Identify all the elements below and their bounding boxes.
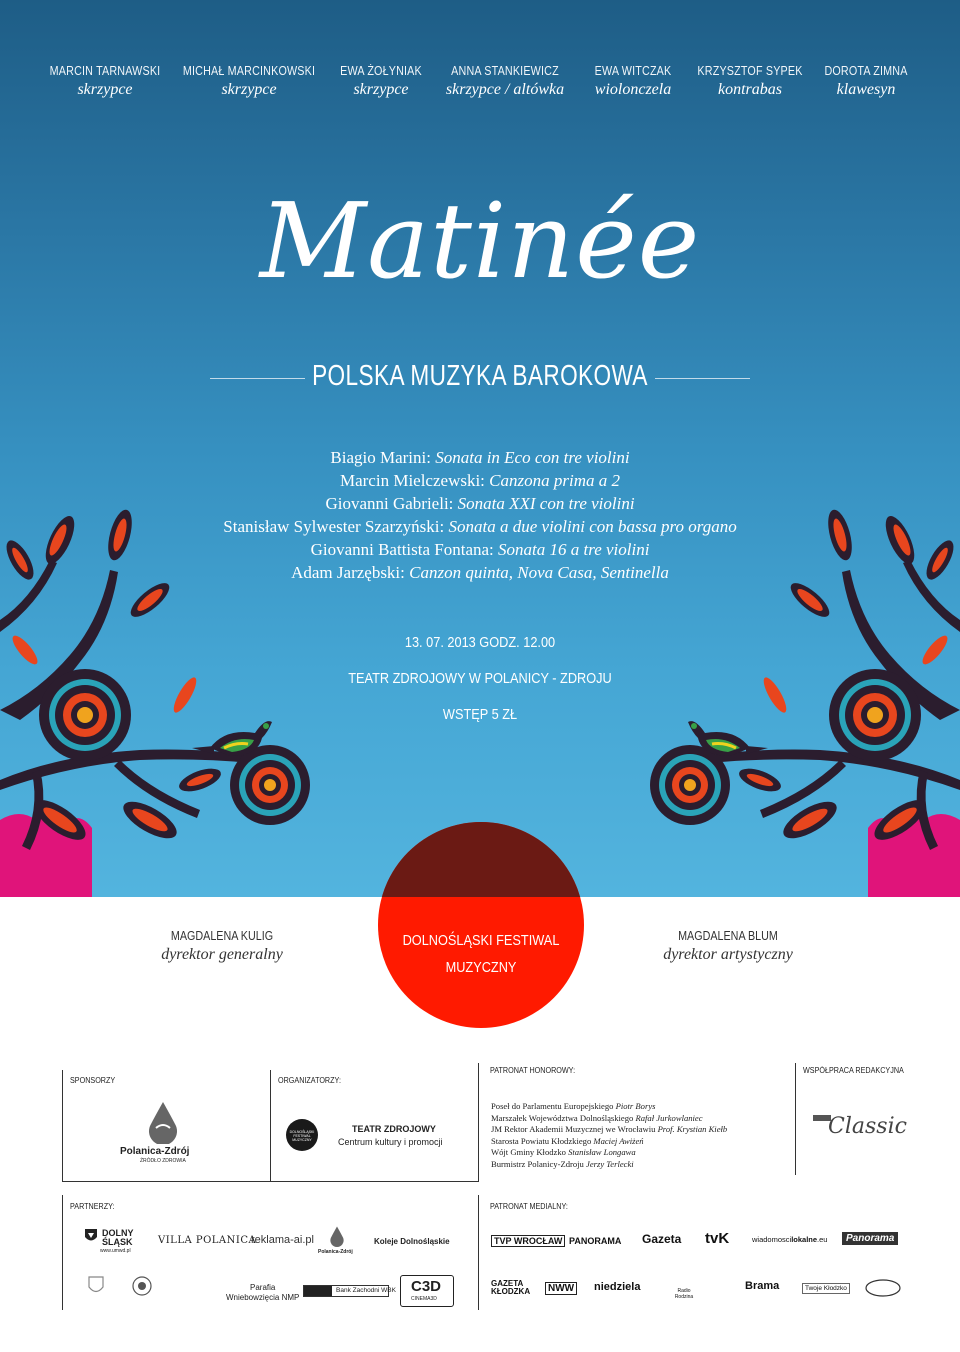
wiadomosci-part: wiadomosci bbox=[752, 1235, 792, 1244]
wiadomosci-part: lokalne bbox=[791, 1235, 818, 1244]
parafia-line: Parafia bbox=[250, 1283, 276, 1292]
performer-instrument: kontrabas bbox=[718, 81, 782, 98]
patron-person: Maciej Awiżeń bbox=[593, 1135, 644, 1146]
event-datetime: 13. 07. 2013 GODZ. 12.00 bbox=[404, 634, 556, 651]
director bbox=[161, 929, 283, 964]
divider bbox=[270, 1070, 271, 1182]
parafia-logo bbox=[226, 1283, 299, 1303]
performer bbox=[689, 64, 811, 99]
parafia-line: Wniebowzięcia NMP bbox=[226, 1293, 300, 1302]
work-title: Sonata in Eco con tre violini bbox=[435, 448, 630, 467]
cinema3d-logo bbox=[400, 1275, 454, 1307]
subtitle-row bbox=[0, 358, 960, 398]
patron-person: Jerzy Terlecki bbox=[586, 1158, 634, 1169]
program-item bbox=[0, 469, 960, 492]
patron-role: Wójt Gminy Kłodzko bbox=[491, 1147, 566, 1158]
bank-logo-mark bbox=[304, 1286, 332, 1296]
folk-tree-left bbox=[0, 490, 330, 897]
festival-name bbox=[393, 927, 568, 981]
brama-logo: Brama bbox=[745, 1280, 780, 1292]
bank-logo bbox=[303, 1285, 396, 1297]
performer-name: MICHAŁ MARCINKOWSKI bbox=[182, 64, 316, 78]
patron-line bbox=[491, 1113, 727, 1125]
gazeta-klodzka-line: KŁODZKA bbox=[491, 1287, 531, 1296]
bank-logo-text: Bank Zachodni WBK bbox=[336, 1287, 396, 1294]
composer: Giovanni Battista Fontana: bbox=[310, 540, 494, 559]
performer-name: KRZYSZTOF SYPEK bbox=[697, 64, 803, 78]
section-label-sponsors: SPONSORZY bbox=[70, 1076, 116, 1085]
performer-name: DOROTA ZIMNA bbox=[824, 64, 908, 78]
performer bbox=[41, 64, 170, 99]
dolny-slask-url: www.umwd.pl bbox=[100, 1248, 131, 1254]
section-label-media: PATRONAT MEDIALNY: bbox=[490, 1202, 568, 1211]
composer: Biagio Marini: bbox=[330, 448, 431, 467]
festival-circle bbox=[378, 822, 584, 1028]
divider bbox=[795, 1063, 796, 1175]
patron-person: Piotr Borys bbox=[615, 1101, 656, 1111]
panorama-tv-logo: Panorama bbox=[842, 1232, 898, 1245]
work-title: Canzon quinta, Nova Casa, Sentinella bbox=[409, 563, 669, 582]
patron-person: Stanisław Longawa bbox=[568, 1147, 636, 1158]
patron-role: Marszałek Województwa Dolnośląskiego bbox=[491, 1112, 634, 1123]
drop-logo-icon bbox=[328, 1225, 346, 1247]
festival-circle-shadow bbox=[378, 822, 584, 897]
composer: Adam Jarzębski: bbox=[291, 563, 405, 582]
polanica-small-logo: Polanica-Zdrój bbox=[318, 1249, 353, 1255]
editorial-logo: Classic bbox=[828, 1114, 907, 1139]
tvk-logo: tvK bbox=[705, 1230, 730, 1247]
festival-badge-logo bbox=[286, 1119, 318, 1151]
performer-name: ANNA STANKIEWICZ bbox=[451, 64, 559, 78]
performer bbox=[818, 64, 915, 99]
performer-instrument: klawesyn bbox=[836, 81, 896, 98]
composer: Marcin Mielczewski: bbox=[339, 471, 485, 490]
patron-line bbox=[491, 1124, 727, 1136]
patron-role: Poseł do Parlamentu Europejskiego bbox=[491, 1101, 614, 1111]
wiadomosci-part: .eu bbox=[817, 1235, 828, 1244]
patron-line bbox=[491, 1159, 727, 1171]
organizer-sub: Centrum kultury i promocji bbox=[338, 1137, 443, 1147]
gazeta-klodzka-line: GAZETA bbox=[491, 1279, 524, 1288]
festival-line: MUZYCZNY bbox=[445, 959, 517, 976]
performer-instrument: wiolonczela bbox=[594, 81, 672, 98]
director-name: MAGDALENA BLUM bbox=[678, 929, 778, 943]
performer-instrument: skrzypce bbox=[353, 81, 409, 98]
dolny-slask-logo: DOLNY ŚLĄSK bbox=[102, 1228, 134, 1247]
sponsor-logo-name: Polanica-Zdrój bbox=[120, 1146, 190, 1157]
work-title: Sonata 16 a tre violini bbox=[498, 540, 650, 559]
patron-role: JM Rektor Akademii Muzycznej we Wrocławiu bbox=[491, 1124, 656, 1135]
composer: Giovanni Gabrieli: bbox=[325, 494, 454, 513]
performer-name: EWA WITCZAK bbox=[594, 64, 672, 78]
folk-tree-right bbox=[630, 490, 960, 897]
wiadomosci-logo bbox=[752, 1235, 827, 1244]
divider bbox=[62, 1181, 478, 1182]
patron-role: Starosta Powiatu Kłodzkiego bbox=[491, 1135, 592, 1146]
work-title: Canzona prima a 2 bbox=[489, 471, 620, 490]
oval-logo-icon bbox=[864, 1278, 902, 1298]
section-label-honorary: PATRONAT HONOROWY: bbox=[490, 1066, 576, 1075]
castle-crest-icon bbox=[88, 1276, 104, 1296]
work-title: Sonata XXI con tre violini bbox=[457, 494, 635, 513]
divider bbox=[478, 1063, 479, 1182]
divider bbox=[655, 378, 750, 379]
divider bbox=[62, 1070, 63, 1182]
folk-tree-illustration bbox=[0, 507, 310, 897]
performer bbox=[172, 64, 326, 99]
gazeta-logo: Gazeta bbox=[642, 1232, 682, 1246]
poster-title: Matinée bbox=[259, 180, 701, 302]
event-venue: TEATR ZDROJOWY W POLANICY - ZDROJU bbox=[348, 670, 612, 687]
performer bbox=[442, 64, 567, 99]
niedziela-logo: niedziela bbox=[594, 1281, 641, 1293]
section-label-partners: PARTNERZY: bbox=[70, 1202, 115, 1211]
brotherhood-seal-icon bbox=[132, 1276, 152, 1296]
performers-row bbox=[0, 64, 960, 114]
performer-instrument: skrzypce bbox=[221, 81, 277, 98]
director bbox=[663, 929, 793, 964]
cinema3d-mark: C3D bbox=[411, 1278, 442, 1295]
director-name: MAGDALENA KULIG bbox=[170, 929, 274, 943]
patron-line bbox=[491, 1136, 727, 1148]
composer: Stanisław Sylwester Szarzyński: bbox=[223, 517, 445, 536]
director-role: dyrektor artystyczny bbox=[663, 946, 793, 963]
patron-person: Rafał Jurkowlaniec bbox=[635, 1112, 703, 1123]
twoje-klodzko-logo: Twoje Kłodzko bbox=[802, 1283, 850, 1294]
work-title: Sonata a due violini con bassa pro organo bbox=[448, 517, 737, 536]
patron-line bbox=[491, 1101, 727, 1113]
honorary-patrons-list bbox=[491, 1101, 727, 1171]
nww-logo: NWW bbox=[545, 1282, 577, 1295]
koleje-logo: Koleje Dolnośląskie bbox=[374, 1237, 450, 1246]
festival-badge-text: DOLNOŚLĄSKI FESTIWAL MUZYCZNY bbox=[289, 1130, 315, 1142]
cinema3d-text: CINEMA3D bbox=[411, 1296, 437, 1302]
performer-name: MARCIN TARNAWSKI bbox=[49, 64, 161, 78]
patron-role: Burmistrz Polanicy-Zdroju bbox=[491, 1158, 584, 1169]
performer bbox=[333, 64, 428, 99]
reklama-logo: reklama-ai.pl bbox=[251, 1234, 314, 1246]
villa-polanica-logo: VILLA POLANICA bbox=[158, 1235, 257, 1246]
divider bbox=[478, 1195, 479, 1310]
director-role: dyrektor generalny bbox=[161, 946, 283, 963]
radio-rodzina-logo: Radio Rodzina bbox=[674, 1288, 694, 1300]
eagle-crest-icon bbox=[84, 1228, 98, 1244]
divider bbox=[62, 1195, 63, 1310]
section-label-editorial: WSPÓŁPRACA REDAKCYJNA bbox=[803, 1066, 904, 1075]
program-item bbox=[0, 446, 960, 469]
folk-tree-illustration bbox=[650, 507, 960, 897]
festival-line: DOLNOŚLĄSKI FESTIWAL bbox=[402, 932, 560, 949]
performer-instrument: skrzypce bbox=[77, 81, 133, 98]
patron-person: Prof. Krystian Kiełb bbox=[657, 1124, 728, 1135]
performer-name: EWA ŻOŁYNIAK bbox=[340, 64, 422, 78]
panorama-logo: PANORAMA bbox=[569, 1236, 622, 1246]
patron-line bbox=[491, 1147, 727, 1159]
gazeta-klodzka-logo bbox=[491, 1280, 530, 1296]
organizer-name: TEATR ZDROJOWY bbox=[352, 1124, 436, 1134]
sponsor-logo-tagline: ŹRÓDŁO ZDROWIA bbox=[140, 1158, 186, 1164]
performer bbox=[588, 64, 677, 99]
poster-subtitle: POLSKA MUZYKA BAROKOWA bbox=[312, 360, 648, 392]
tvp-logo: TVP WROCŁAW bbox=[491, 1235, 565, 1247]
performer-instrument: skrzypce / altówka bbox=[445, 81, 565, 98]
section-label-organizers: ORGANIZATORZY: bbox=[278, 1076, 341, 1085]
drop-logo-icon bbox=[144, 1100, 182, 1144]
event-entry: WSTĘP 5 ZŁ bbox=[442, 706, 518, 723]
